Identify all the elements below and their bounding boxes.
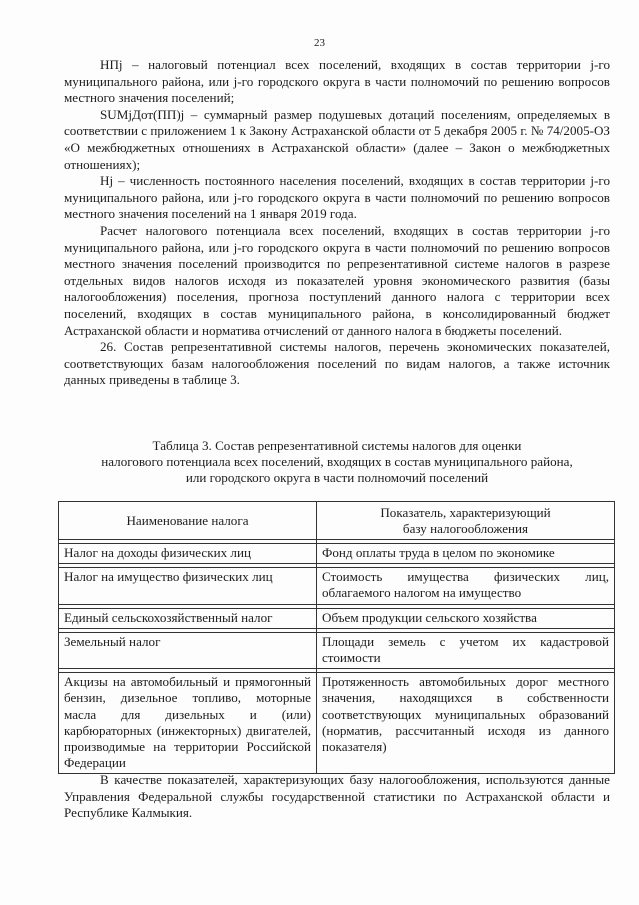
table-caption-line: или городского округа в части полномочий поселений bbox=[185, 470, 489, 485]
tax-base-cell: Стоимость имущества физических лиц, облагаемого налогом на имущество bbox=[317, 568, 615, 604]
header-line: Показатель, характеризующий bbox=[380, 505, 551, 520]
tax-base-cell: Фонд оплаты труда в целом по экономике bbox=[317, 544, 615, 564]
header-line: базу налогообложения bbox=[402, 521, 529, 536]
tax-base-cell: Протяженность автомобильных дорог местного значения, находящихся в собственности соответствующих муниципальных образований (норматив, рассчитанный исходя из данного показателя) bbox=[317, 673, 615, 774]
tax-system-table bbox=[58, 501, 615, 774]
table-row bbox=[59, 568, 615, 604]
paragraph-sum-dot-definition: SUMjДот(ПП)j – суммарный размер подушевых дотаций поселениям, определяемых в соответствии с приложением 1 к Закону Астраханской области от 5 декабря 2005 г. № 74/2005-ОЗ «О межбюджетных отношениях в Астраханской области» (далее – Закон о межбюджетных отношениях); bbox=[64, 106, 610, 172]
table-caption bbox=[56, 438, 618, 486]
tax-base-cell: Площади земель с учетом их кадастровой стоимости bbox=[317, 632, 615, 668]
table-row bbox=[59, 608, 615, 628]
paragraph-np-definition: НПj – налоговый потенциал всех поселений, входящих в состав территории j-го муниципального района, или j-го городского округа в части полномочий по решению вопросов местного значения поселений; bbox=[64, 57, 610, 106]
tax-name-cell: Земельный налог bbox=[59, 632, 317, 668]
body-text-bottom bbox=[64, 772, 610, 822]
table-row bbox=[59, 632, 615, 668]
paragraph-calculation: Расчет налогового потенциала всех поселений, входящих в состав территории j-го муниципального района, или j-го городского округа в части полномочий по решению вопросов местного значения поселений производится по репрезентативной системе налогов в разрезе отдельных видов налогов исходя из показателей уровня экономического развития (базы налогообложения) поселения, прогноза поступлений данного налога с территории всех поселений, входящих в состав муниципального района, в консолидированный бюджет Астраханской области и норматива отчислений от данного налога в бюджеты поселений. bbox=[64, 222, 610, 338]
tax-name-cell: Налог на доходы физических лиц bbox=[59, 544, 317, 564]
tax-name-cell: Налог на имущество физических лиц bbox=[59, 568, 317, 604]
paragraph-item-26: 26. Состав репрезентативной системы налогов, перечень экономических показателей, соответствующих базам налогообложения поселений по видам налогов, а также источник данных приведены в таблице 3. bbox=[64, 339, 610, 388]
header-tax-base-indicator bbox=[317, 502, 615, 540]
tax-base-cell: Объем продукции сельского хозяйства bbox=[317, 608, 615, 628]
page-number: 23 bbox=[314, 37, 325, 49]
header-tax-name: Наименование налога bbox=[59, 502, 317, 540]
tax-name-cell: Единый сельскохозяйственный налог bbox=[59, 608, 317, 628]
table-header-row bbox=[59, 502, 615, 540]
paragraph-h-definition: Hj – численность постоянного населения поселений, входящих в состав территории j-го муниципального района, или j-го городского округа в части полномочий по решению вопросов местного значения поселений на 1 января 2019 года. bbox=[64, 173, 610, 222]
paragraph-closing: В качестве показателей, характеризующих базу налогообложения, используются данные Управления Федеральной службы государственной статистики по Астраханской области и Республике Калмыкия. bbox=[64, 772, 610, 821]
tax-name-cell: Акцизы на автомобильный и прямогонный бензин, дизельное топливо, моторные масла для дизельных и (или) карбюраторных (инжекторных) двигателей, производимые на территории Российской Федерации bbox=[59, 673, 317, 774]
table-caption-line: Таблица 3. Состав репрезентативной системы налогов для оценки bbox=[152, 438, 522, 453]
table-caption-line: налогового потенциала всех поселений, входящих в состав муниципального района, bbox=[101, 454, 573, 469]
table-row bbox=[59, 673, 615, 774]
table-row bbox=[59, 544, 615, 564]
body-text-top bbox=[64, 57, 610, 389]
